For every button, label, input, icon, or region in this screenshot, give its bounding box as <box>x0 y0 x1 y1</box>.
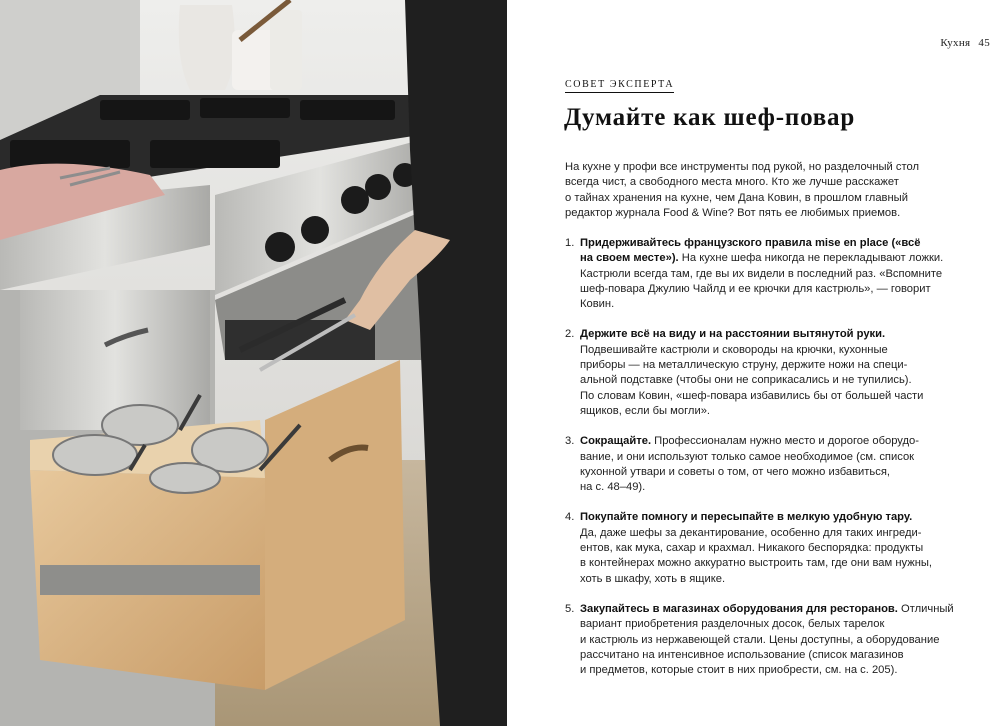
tips-list <box>565 236 954 693</box>
tip-lead: на своем месте»). <box>580 252 679 265</box>
page-number: 45 <box>978 37 990 49</box>
tip-line <box>580 648 954 663</box>
running-head <box>940 37 990 49</box>
tip-line <box>580 434 919 449</box>
tip-text: вариант приобретения разделочных досок, белых тарелок <box>580 618 885 631</box>
tip-number: 4. <box>565 511 575 524</box>
tip-item <box>565 434 919 495</box>
tip-line <box>580 541 932 556</box>
tip-text: и кастрюль из нержавеющей стали. Цены доступны, а оборудование <box>580 633 940 646</box>
tip-line <box>580 510 932 525</box>
tip-item <box>565 510 933 586</box>
intro-line: На кухне у профи все инструменты под рукой, но разделочный стол <box>565 161 919 173</box>
tip-text: в контейнерах можно аккуратно выстроить там, где они вам нужны, <box>580 557 933 570</box>
tip-line <box>580 572 932 587</box>
tip-text: на с. 48–49). <box>580 481 646 494</box>
tip-text: вание, и они используют только самое необходимое (см. список <box>580 450 915 463</box>
tip-line <box>580 404 923 419</box>
tip-text: Подвешивайте кастрюли и сковороды на крючки, кухонные <box>580 343 888 356</box>
tip-line <box>580 556 932 571</box>
tip-line <box>580 358 923 373</box>
tip-line <box>580 282 943 297</box>
tip-lead: Придерживайтесь французского правила mise en place («всё <box>580 237 921 249</box>
tip-lead: Сокращайте. <box>580 435 652 448</box>
tip-text: приборы — на металлическую струну, держите ножи на специ- <box>580 359 908 372</box>
tip-line <box>580 526 932 541</box>
tip-number: 3. <box>565 435 575 448</box>
tip-body <box>580 510 932 586</box>
section-kicker: СОВЕТ ЭКСПЕРТА <box>565 79 674 93</box>
tip-text: Кастрюли всегда там, где вы их видели в последний раз. «Вспомните <box>580 267 943 280</box>
intro-paragraph <box>565 160 919 221</box>
tip-body <box>580 602 954 678</box>
tip-lead: Покупайте помногу и пересыпайте в мелкую удобную тару. <box>580 511 913 524</box>
tip-line <box>580 373 923 388</box>
tip-line <box>580 617 954 632</box>
tip-text: ящиков, если бы могли». <box>580 404 711 417</box>
tip-line <box>580 389 923 404</box>
tip-text: кухонной утвари и советы о том, от чего можно избавиться, <box>580 465 891 478</box>
tip-text: На кухне шефа никогда не перекладывают ложки. <box>678 252 944 265</box>
tip-line <box>580 450 919 465</box>
tip-body <box>580 236 943 312</box>
tip-line <box>580 236 943 251</box>
intro-line: редактор журнала Food & Wine? Вот пять ее любимых приемов. <box>565 206 901 219</box>
intro-line: всегда чист, а свободного места много. Кто же лучше расскажет <box>565 176 899 189</box>
tip-text: Ковин. <box>580 298 615 311</box>
tip-text: рассчитано на интенсивное использование (список магазинов <box>580 648 904 661</box>
tip-lead: Держите всё на виду и на расстоянии вытянутой руки. <box>580 328 886 341</box>
text-page <box>507 0 1000 726</box>
tip-line <box>580 343 923 358</box>
tip-text: Отличный <box>897 602 954 615</box>
tip-text: Да, даже шефы за декантирование, особенно для таких ингреди- <box>580 526 922 539</box>
tip-body <box>580 434 919 495</box>
tip-line <box>580 327 923 342</box>
tip-number: 2. <box>565 328 575 341</box>
tip-text: и предметов, которые стоит в них приобрести, см. на с. 205). <box>580 664 898 677</box>
tip-line <box>580 465 919 480</box>
tip-text: альной подставке (чтобы они не соприкасались и не тупились). <box>580 374 912 387</box>
tip-line <box>580 251 943 266</box>
tip-text: По словам Ковин, «шеф-повара избавились бы от большей части <box>580 389 924 402</box>
tip-line <box>580 297 943 312</box>
tip-text: ентов, как мука, сахар и крахмал. Никакого беспорядка: продукты <box>580 542 924 555</box>
tip-text: шеф-повара Джулию Чайлд и ее крючки для кастрюль», — говорит <box>580 282 931 295</box>
tip-line <box>580 267 943 282</box>
running-head-section: Кухня <box>940 37 971 49</box>
tip-item <box>565 327 924 419</box>
tip-text: хоть в шкафу, хоть в ящике. <box>580 572 726 585</box>
tip-item <box>565 602 954 678</box>
tip-lead: Закупайтесь в магазинах оборудования для ресторанов. <box>580 602 898 615</box>
intro-line: о тайнах хранения на кухне, чем Дана Ковин, в прошлом главный <box>565 191 908 204</box>
tip-text: Профессионалам нужно место и дорогое оборудо- <box>651 435 919 448</box>
tip-item <box>565 236 944 312</box>
tip-number: 5. <box>565 602 575 615</box>
tip-line <box>580 602 954 617</box>
tip-number: 1. <box>565 237 575 249</box>
tip-body <box>580 327 923 419</box>
tip-line <box>580 480 919 495</box>
page-title: Думайте как шеф-повар <box>564 104 856 131</box>
tip-line <box>580 633 954 648</box>
tip-line <box>580 663 954 678</box>
